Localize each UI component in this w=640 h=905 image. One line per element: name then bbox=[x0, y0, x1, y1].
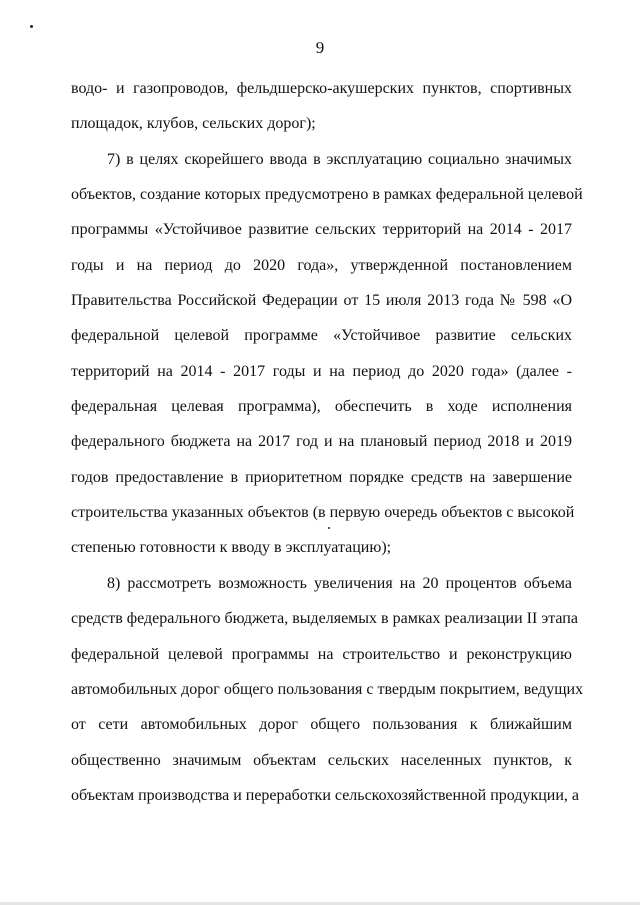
scan-speck bbox=[30, 25, 33, 28]
text-line-1: водо- и газопроводов, фельдшерско-акушерских пунктов, спортивных bbox=[71, 80, 572, 97]
text-line-14: степенью готовности к вводу в эксплуатацию); bbox=[71, 539, 392, 556]
text-line-6: годы и на период до 2020 года», утвержденной постановлением bbox=[71, 257, 572, 274]
text-line-4: объектов, создание которых предусмотрено в рамках федеральной целевой bbox=[71, 186, 583, 203]
text-line-21: объектам производства и переработки сельскохозяйственной продукции, а bbox=[71, 787, 580, 804]
text-line-10: федеральная целевая программа), обеспечить в ходе исполнения bbox=[71, 398, 572, 415]
text-line-5: программы «Устойчивое развитие сельских территорий на 2014 - 2017 bbox=[71, 221, 572, 238]
text-line-13: строительства указанных объектов (в первую очередь объектов с высокой bbox=[71, 504, 575, 521]
scan-speck bbox=[328, 527, 330, 529]
text-line-15: 8) рассмотреть возможность увеличения на 20 процентов объема bbox=[107, 575, 572, 592]
text-line-16: средств федерального бюджета, выделяемых в рамках реализации II этапа bbox=[71, 610, 578, 627]
text-line-20: общественно значимым объектам сельских населенных пунктов, к bbox=[71, 752, 572, 769]
text-line-7: Правительства Российской Федерации от 15 июля 2013 года № 598 «О bbox=[71, 292, 572, 309]
text-line-19: от сети автомобильных дорог общего пользования к ближайшим bbox=[71, 716, 572, 733]
text-line-11: федерального бюджета на 2017 год и на плановый период 2018 и 2019 bbox=[71, 433, 572, 450]
text-line-12: годов предоставление в приоритетном порядке средств на завершение bbox=[71, 469, 572, 486]
page-number: 9 bbox=[315, 38, 325, 57]
text-line-8: федеральной целевой программе «Устойчивое развитие сельских bbox=[71, 327, 572, 344]
text-line-17: федеральной целевой программы на строительство и реконструкцию bbox=[71, 646, 572, 663]
text-line-18: автомобильных дорог общего пользования с твердым покрытием, ведущих bbox=[71, 681, 584, 698]
text-line-9: территорий на 2014 - 2017 годы и на период до 2020 года» (далее - bbox=[71, 363, 572, 380]
text-line-2: площадок, клубов, сельских дорог); bbox=[71, 115, 316, 132]
text-line-3: 7) в целях скорейшего ввода в эксплуатацию социально значимых bbox=[107, 151, 572, 168]
